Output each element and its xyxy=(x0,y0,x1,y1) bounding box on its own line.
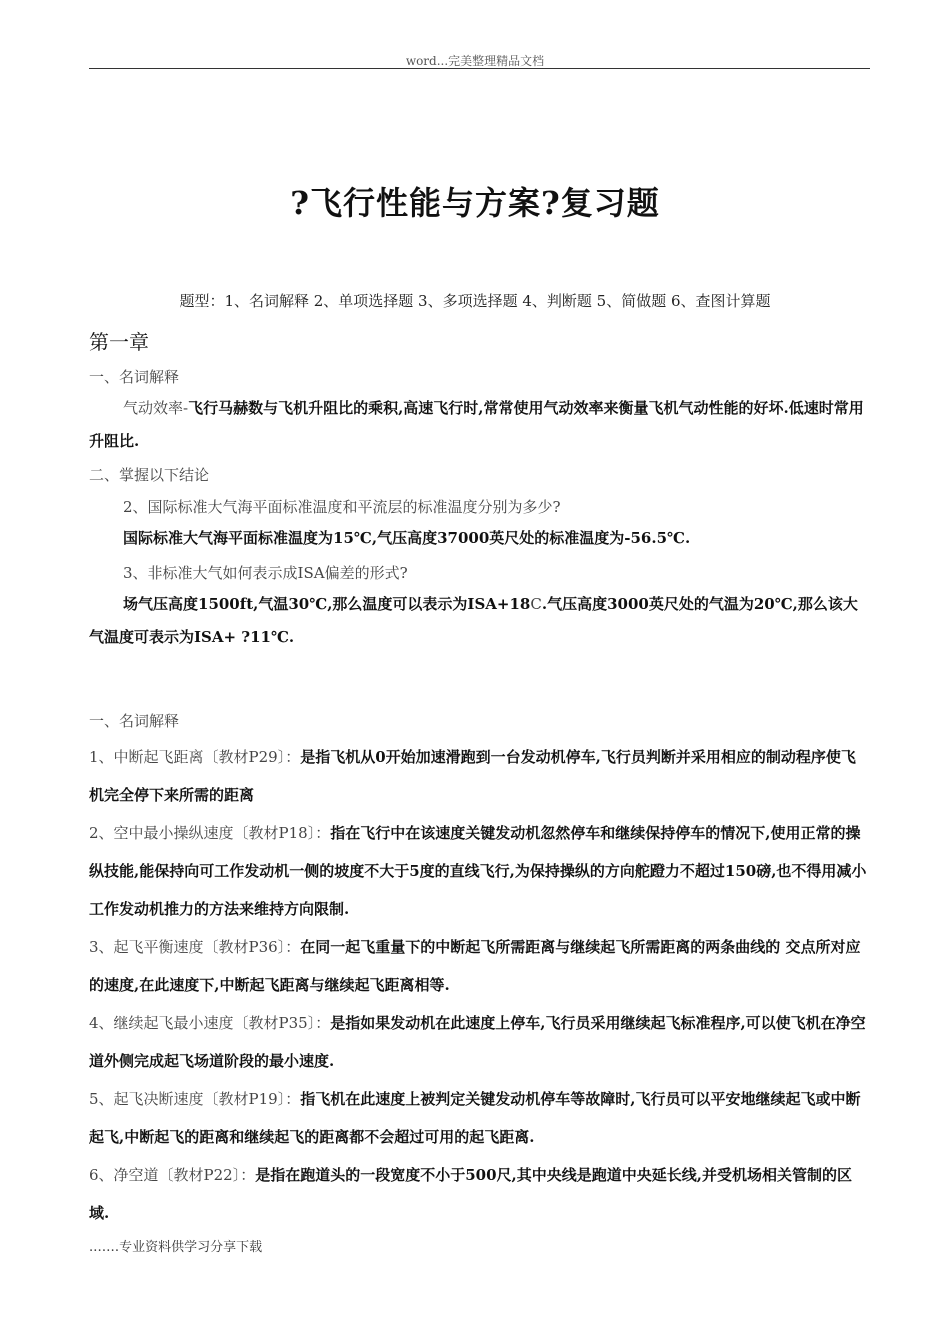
term-definition: 飞行马赫数与飞机升阻比的乘积,高速飞行时,常常使用气动效率来衡量飞机气动性能的好坏.低速时常用升阻比. xyxy=(89,399,864,450)
section-b-heading xyxy=(89,710,869,731)
question-2 xyxy=(89,496,869,517)
answer-3 xyxy=(89,588,869,654)
definition-item xyxy=(89,814,869,928)
header-divider xyxy=(89,68,870,69)
item-text: 是指在跑道头的一段宽度不小于500尺,其中央线是跑道中央延长线,并受机场相关管制的区域. xyxy=(89,1166,852,1222)
definition-item xyxy=(89,738,869,814)
item-label: 5、起飞决断速度〔教材P19〕： xyxy=(89,1090,301,1108)
item-text: 指在飞行中在该速度关键发动机忽然停车和继续保持停车的情况下,使用正常的操纵技能,能保持向可工作发动机一侧的坡度不大于5度的直线飞行,为保持操纵的方向舵蹬力不超过150磅,也不得用减小工作发动机推力的方法来维持方向限制. xyxy=(89,824,867,918)
section-heading: 一、名词解释 xyxy=(89,712,180,730)
definition-item xyxy=(89,1080,869,1156)
item-label: 2、空中最小操纵速度〔教材P18〕： xyxy=(89,824,331,842)
term-aero-efficiency xyxy=(89,392,869,458)
document-title: ?飞行性能与方案?复习题 xyxy=(290,184,660,222)
question-3 xyxy=(89,562,869,583)
item-label: 1、中断起飞距离〔教材P29〕： xyxy=(89,748,301,766)
answer-2 xyxy=(89,522,869,555)
definition-paragraph xyxy=(89,392,869,458)
item-text: 指飞机在此速度上被判定关键发动机停车等故障时,飞行员可以平安地继续起飞或中断起飞,中断起飞的距离和继续起飞的距离都不会超过可用的起飞距离. xyxy=(89,1090,861,1146)
definition-item xyxy=(89,1004,869,1080)
page-header: word...完美整理精品文档 xyxy=(405,54,545,68)
item-text: 在同一起飞重量下的中断起飞所需距离与继续起飞所需距离的两条曲线的 交点所对应的速度,在此速度下,中断起飞距离与继续起飞距离相等. xyxy=(89,938,861,994)
item-text: 是指飞机从0开始加速滑跑到一台发动机停车,飞行员判断并采用相应的制动程序使飞机完全停下来所需的距离 xyxy=(89,748,856,804)
answer-unit: C xyxy=(530,595,542,613)
section-term-heading xyxy=(89,366,869,387)
question-text: 2、国际标准大气海平面标准温度和平流层的标准温度分别为多少? xyxy=(123,498,561,516)
term-label: 气动效率- xyxy=(123,399,189,417)
answer-text xyxy=(89,588,869,654)
section-heading: 二、掌握以下结论 xyxy=(89,466,210,484)
item-label: 4、继续起飞最小速度〔教材P35〕： xyxy=(89,1014,331,1032)
answer-part-1: 场气压高度1500ft,气温30℃,那么温度可以表示为ISA+18 xyxy=(123,595,531,613)
answer-part-2: .气压高度3000英尺处的气温为20℃,那么该大气温度可表示为ISA+ ?11℃. xyxy=(89,595,858,646)
section-conclusions xyxy=(89,464,869,485)
chapter-heading: 第一章 xyxy=(89,330,149,354)
section-heading: 一、名词解释 xyxy=(89,368,180,386)
question-text: 3、非标准大气如何表示成ISA偏差的形式? xyxy=(123,564,408,582)
page-footer: .……专业资料供学习分享下载 xyxy=(89,1240,263,1255)
chapter-one-block xyxy=(89,326,869,355)
item-text: 是指如果发动机在此速度上停车,飞行员采用继续起飞标准程序,可以使飞机在净空道外侧完成起飞场道阶段的最小速度. xyxy=(89,1014,866,1070)
definition-item xyxy=(89,1156,869,1232)
definition-list xyxy=(89,738,869,1232)
definition-item xyxy=(89,928,869,1004)
answer-text: 国际标准大气海平面标准温度为15℃,气压高度37000英尺处的标准温度为-56.5℃. xyxy=(123,529,691,547)
item-label: 3、起飞平衡速度〔教材P36〕： xyxy=(89,938,301,956)
question-types: 题型：1、名词解释 2、单项选择题 3、多项选择题 4、判断题 5、简做题 6、查图计算题 xyxy=(179,292,771,310)
item-label: 6、净空道〔教材P22〕： xyxy=(89,1166,256,1184)
